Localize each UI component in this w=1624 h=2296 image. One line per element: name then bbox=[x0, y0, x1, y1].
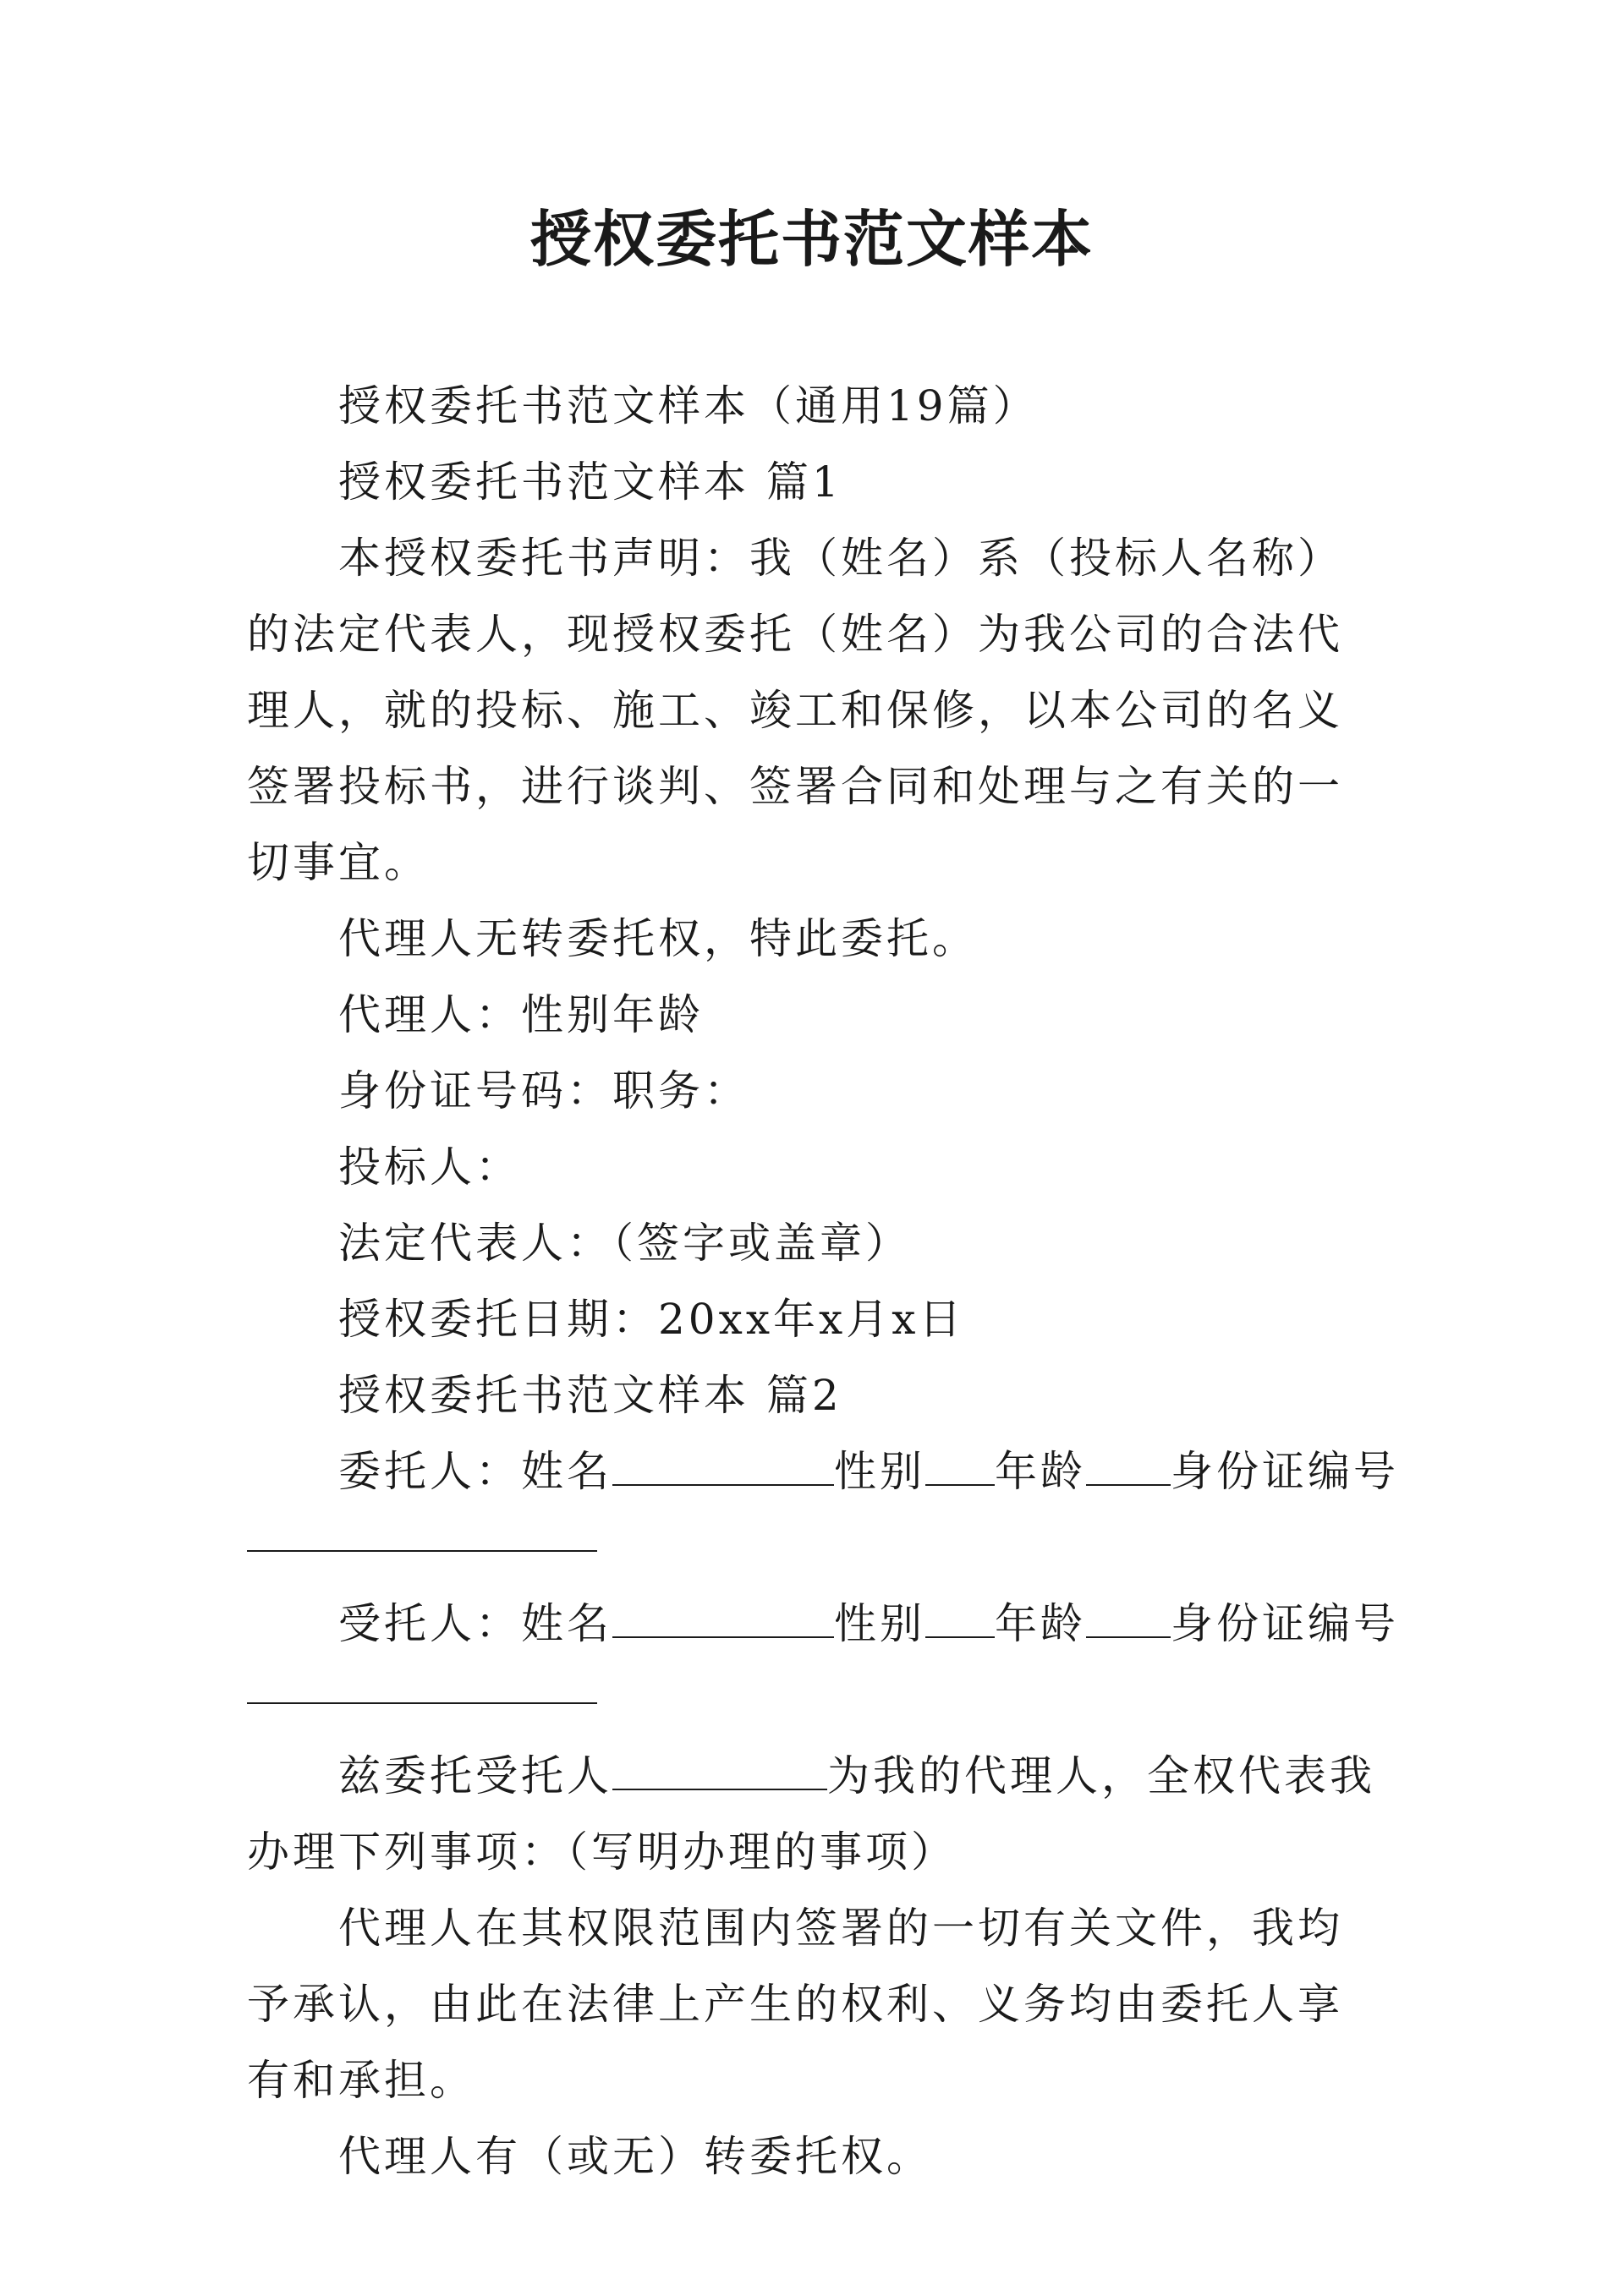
section1-legal-rep: 法定代表人：（签字或盖章） bbox=[338, 1219, 911, 1268]
principal-label: 委托人：姓名 bbox=[338, 1447, 612, 1496]
appoint-trustee-blank bbox=[612, 1741, 827, 1790]
section1-date: 授权委托日期：20xx年x月x日 bbox=[338, 1295, 965, 1344]
principal-age-label: 年龄 bbox=[995, 1447, 1086, 1496]
acknowledge-paragraph: 代理人在其权限范围内签署的一切有关文件，我均予承认，由此在法律上产生的权利、义务均由委托人享有和承担。 bbox=[247, 1904, 1343, 2105]
trustee-sex-blank bbox=[925, 1589, 995, 1638]
section2-heading: 授权委托书范文样本 篇2 bbox=[338, 1371, 842, 1420]
appoint-prefix: 兹委托受托人 bbox=[338, 1751, 612, 1800]
principal-name-blank bbox=[612, 1437, 834, 1486]
section1-id-position: 身份证号码：职务： bbox=[338, 1066, 749, 1115]
principal-id-label: 身份证编号 bbox=[1171, 1447, 1399, 1496]
section1-agent: 代理人：性别年龄 bbox=[338, 990, 704, 1039]
appointment-paragraph bbox=[247, 1738, 1385, 1890]
section1-heading: 授权委托书范文样本 篇1 bbox=[338, 458, 842, 507]
trustee-age-label: 年龄 bbox=[995, 1599, 1086, 1648]
trustee-name-blank bbox=[612, 1589, 834, 1638]
section1-paragraph: 本授权委托书声明：我（姓名）系（投标人名称）的法定代表人，现授权委托（姓名）为我公司的合法代理人，就的投标、施工、竣工和保修，以本公司的名义签署投标书，进行谈判、签署合同和处理与之有关的一切事宜。 bbox=[247, 534, 1343, 887]
section1-bidder: 投标人： bbox=[338, 1143, 521, 1192]
trustee-id-label: 身份证编号 bbox=[1171, 1599, 1399, 1648]
principal-id-blank bbox=[247, 1550, 597, 1552]
document-subtitle: 授权委托书范文样本（通用19篇） bbox=[338, 381, 1039, 430]
trustee-id-row bbox=[247, 1662, 1385, 1738]
principal-id-row bbox=[247, 1510, 1385, 1586]
principal-row bbox=[247, 1433, 1399, 1510]
principal-sex-blank bbox=[925, 1437, 995, 1486]
principal-age-blank bbox=[1086, 1437, 1171, 1486]
trustee-id-blank bbox=[247, 1702, 597, 1704]
trustee-sex-label: 性别 bbox=[834, 1599, 925, 1648]
sub-delegation-paragraph: 代理人有（或无）转委托权。 bbox=[338, 2132, 932, 2181]
trustee-row bbox=[247, 1586, 1399, 1662]
trustee-age-blank bbox=[1086, 1589, 1171, 1638]
trustee-label: 受托人：姓名 bbox=[338, 1599, 612, 1648]
section1-no-sub-delegation: 代理人无转委托权，特此委托。 bbox=[338, 914, 978, 963]
principal-sex-label: 性别 bbox=[834, 1447, 925, 1496]
appoint-suffix: 为我的代理人，全权代表我办理下列事项：（写明办理的事项） bbox=[247, 1751, 1375, 1877]
document-body bbox=[247, 368, 1399, 2195]
document-title: 授权委托书范文样本 bbox=[529, 203, 1094, 275]
